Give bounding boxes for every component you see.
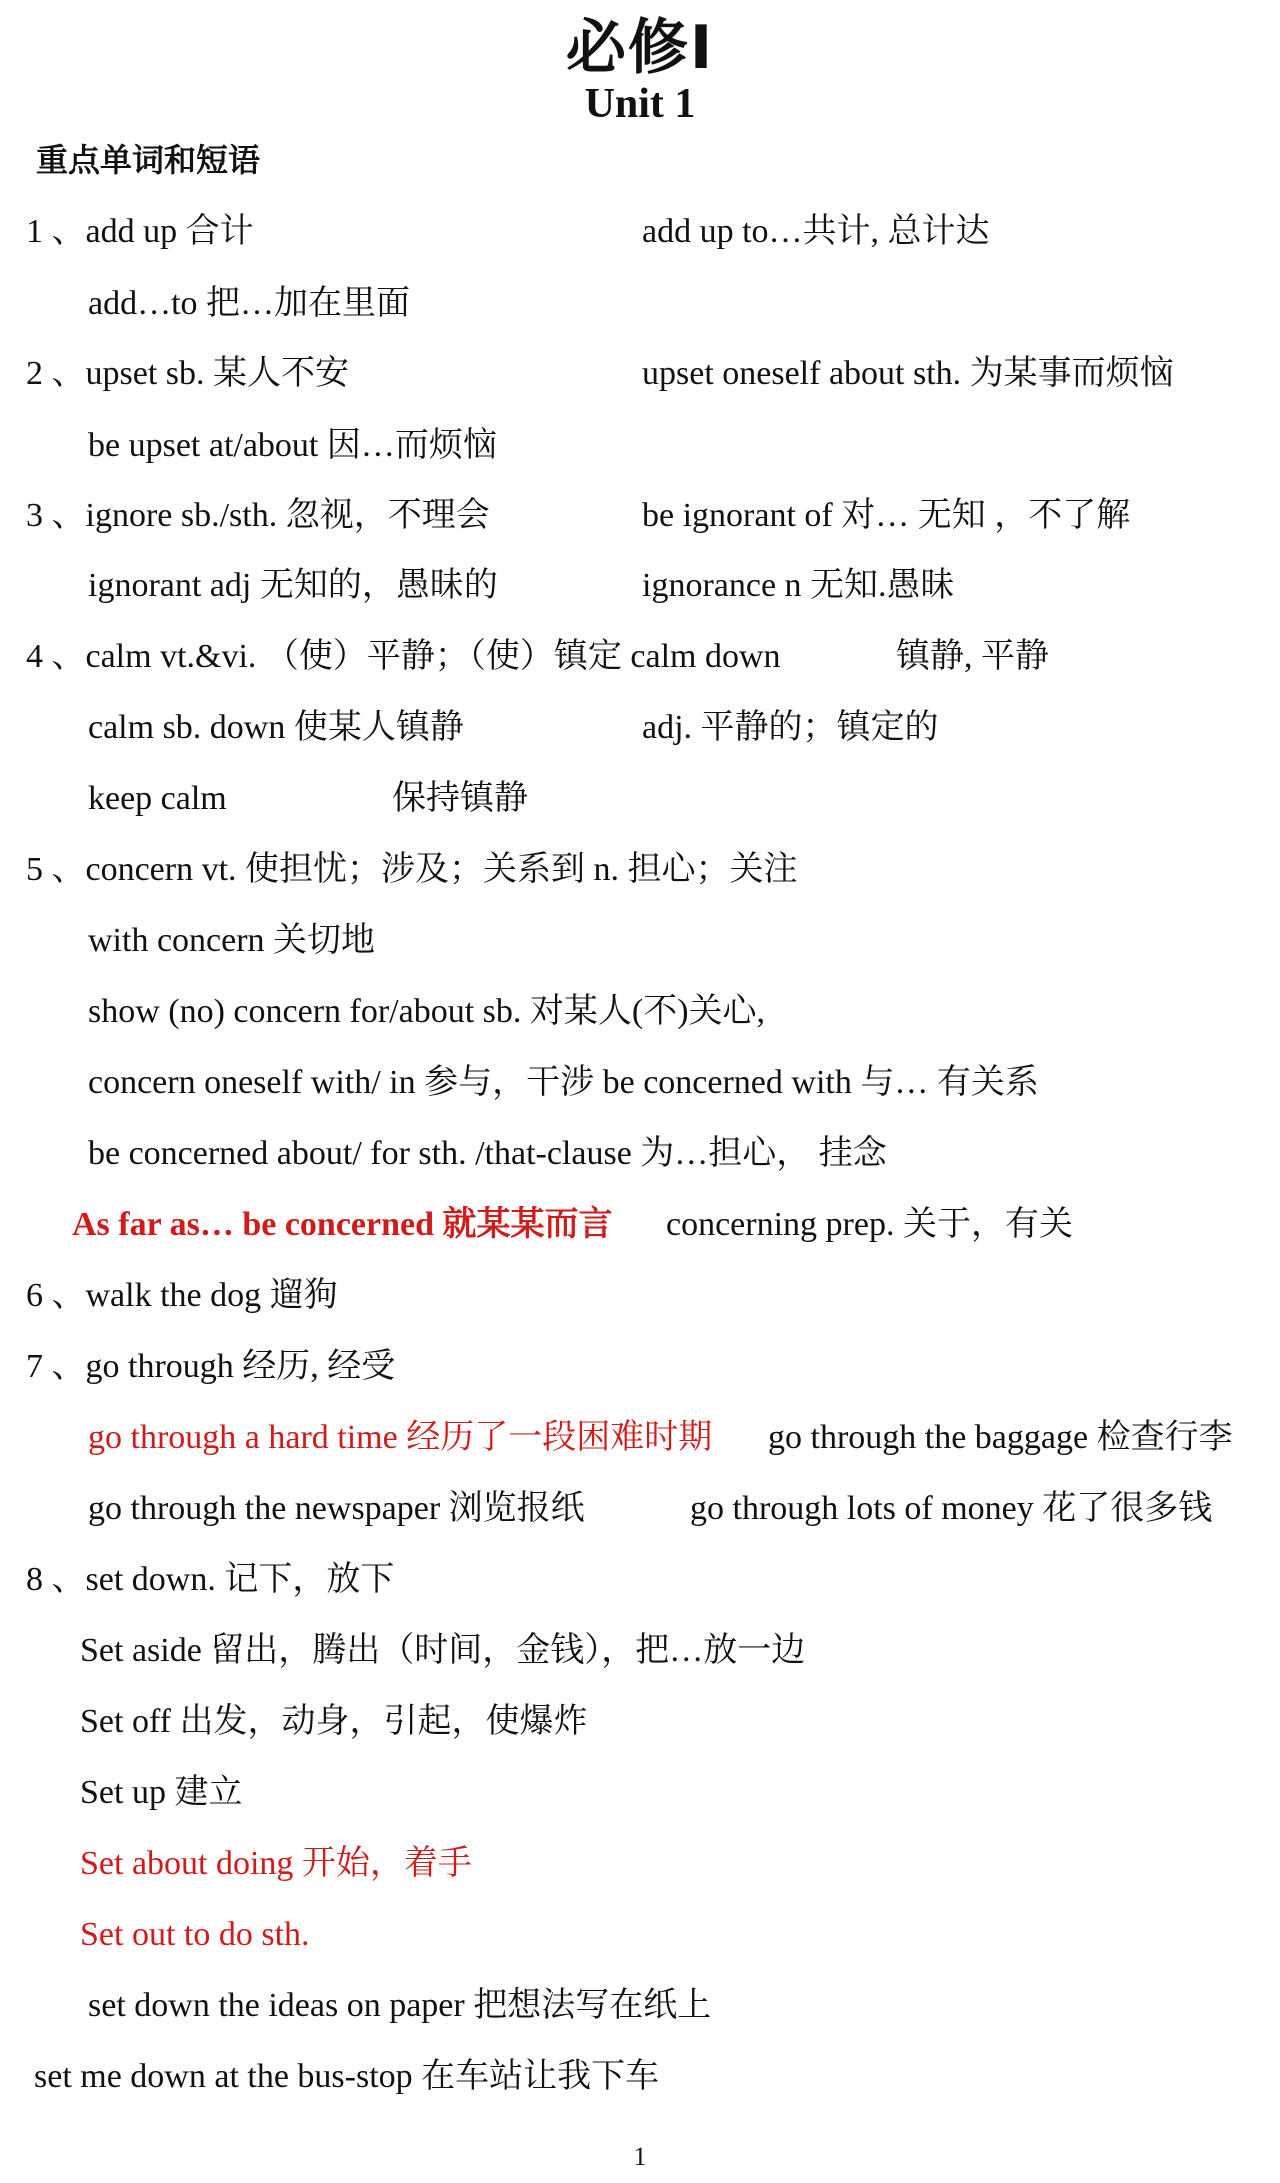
entry-4-keep-meaning: 保持镇静	[392, 780, 528, 817]
entry-2-term: 2 、upset sb. 某人不安	[26, 355, 349, 392]
entry-4-phrase: calm sb. down 使某人镇静	[88, 709, 464, 746]
entry-7-money: go through lots of money 花了很多钱	[690, 1490, 1213, 1527]
entry-3-noun: ignorance n 无知.愚昧	[642, 567, 955, 604]
entry-5-show-concern: show (no) concern for/about sb. 对某人(不)关心,	[88, 993, 766, 1030]
entry-3-adj: ignorant adj 无知的，愚昧的	[88, 567, 498, 604]
page-number: 1	[633, 2142, 647, 2171]
unit-title: Unit 1	[584, 81, 696, 127]
entry-6-term: 6 、walk the dog 遛狗	[26, 1277, 338, 1314]
entry-4-meaning: 镇静, 平静	[896, 638, 1049, 675]
entry-2-related: upset oneself about sth. 为某事而烦恼	[642, 355, 1174, 392]
entry-5-concerning: concerning prep. 关于，有关	[666, 1206, 1073, 1243]
entry-8-bus-stop: set me down at the bus-stop 在车站让我下车	[34, 2058, 660, 2095]
entry-4-keep: keep calm	[88, 780, 227, 817]
entry-7-baggage: go through the baggage 检查行李	[768, 1419, 1233, 1456]
entry-8-set-off: Set off 出发，动身，引起，使爆炸	[80, 1703, 588, 1740]
entry-5-as-far-as: As far as… be concerned 就某某而言	[72, 1206, 613, 1243]
entry-3-related: be ignorant of 对… 无知 ，不了解	[642, 497, 1131, 534]
entry-5-term: 5 、concern vt. 使担忧；涉及；关系到 n. 担心；关注	[26, 851, 798, 888]
section-heading: 重点单词和短语	[36, 141, 261, 179]
entry-5-concern-oneself: concern oneself with/ in 参与，干涉 be concerned with 与… 有关系	[88, 1064, 1039, 1101]
entry-8-term: 8 、set down. 记下，放下	[26, 1561, 395, 1598]
entry-7-term: 7 、go through 经历, 经受	[26, 1348, 396, 1385]
entry-8-set-up: Set up 建立	[80, 1774, 243, 1811]
entry-2-phrase: be upset at/about 因…而烦恼	[88, 427, 497, 464]
entry-8-set-aside: Set aside 留出，腾出（时间，金钱），把…放一边	[80, 1632, 806, 1669]
entry-1-term: 1 、add up 合计	[26, 213, 254, 250]
entry-1-phrase: add…to 把…加在里面	[88, 285, 411, 322]
entry-7-newspaper: go through the newspaper 浏览报纸	[88, 1490, 585, 1527]
entry-1-related: add up to…共计, 总计达	[642, 213, 990, 250]
entry-8-ideas-on-paper: set down the ideas on paper 把想法写在纸上	[88, 1987, 712, 2024]
entry-5-with-concern: with concern 关切地	[88, 922, 376, 959]
entry-5-be-concerned-about: be concerned about/ for sth. /that-clause 为…担心， 挂念	[88, 1135, 887, 1172]
entry-8-set-about: Set about doing 开始，着手	[80, 1845, 472, 1882]
entry-8-set-out: Set out to do sth.	[80, 1916, 310, 1953]
entry-4-term: 4 、calm vt.&vi. （使）平静；（使）镇定 calm down	[26, 638, 781, 675]
entry-3-term: 3 、ignore sb./sth. 忽视，不理会	[26, 497, 490, 534]
entry-7-hard-time: go through a hard time 经历了一段困难时期	[88, 1419, 713, 1456]
page-title: 必修Ⅰ	[565, 13, 715, 83]
entry-4-adj: adj. 平静的；镇定的	[642, 709, 939, 746]
